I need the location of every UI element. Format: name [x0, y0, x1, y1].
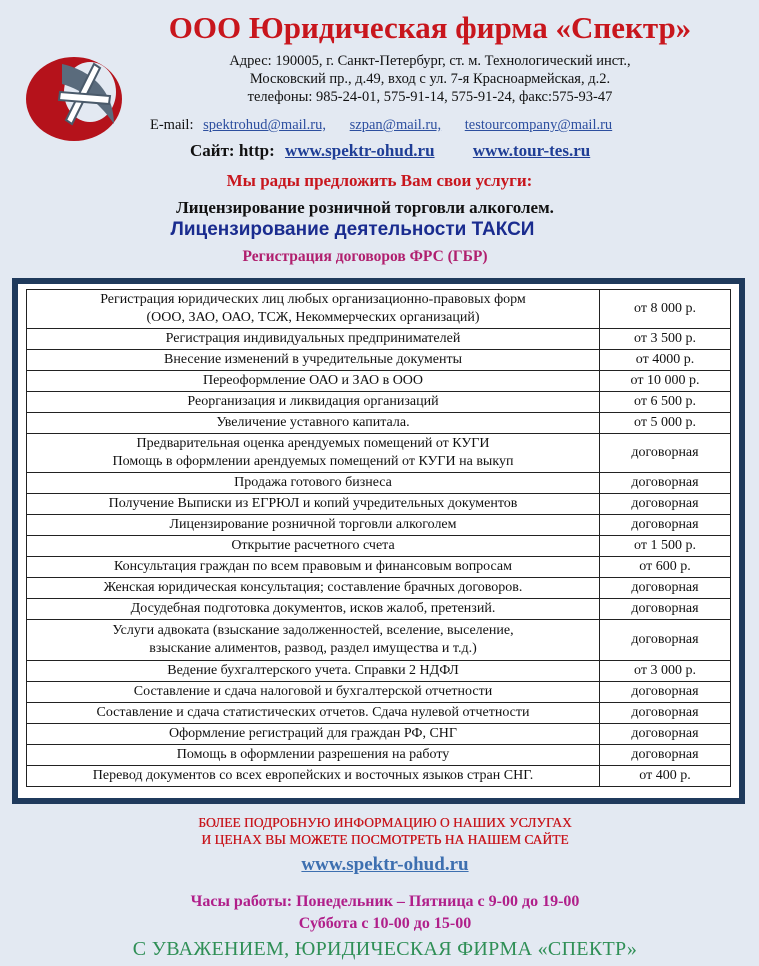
service-price: договорная [600, 745, 731, 766]
site-line [190, 141, 710, 161]
table-row [27, 494, 731, 515]
address-line: Московский пр., д.49, вход с ул. 7-я Красноармейская, д.2. [249, 71, 611, 87]
table-row [27, 473, 731, 494]
service-name: Регистрация юридических лиц любых организационно-правовых форм (ООО, ЗАО, ОАО, ТСЖ, Некоммерческих организаций) [27, 290, 600, 329]
footer-site-link[interactable]: www.spektr-ohud.ru [301, 854, 469, 875]
service-name: Внесение изменений в учредительные документы [27, 350, 600, 371]
service-price: от 3 000 р. [600, 661, 731, 682]
table-row [27, 371, 731, 392]
table-row [27, 766, 731, 787]
address-line: Адрес: 190005, г. Санкт-Петербург, ст. м. Технологический инст., [229, 53, 631, 69]
phones-line: телефоны: 985-24-01, 575-91-14, 575-91-24, факс:575-93-47 [247, 89, 613, 105]
email-label: E-mail: [150, 117, 194, 133]
offer-alcohol: Лицензирование розничной торговли алкоголем. [176, 198, 554, 217]
service-name: Лицензирование розничной торговли алкоголем [27, 515, 600, 536]
table-row [27, 661, 731, 682]
service-name: Увеличение уставного капитала. [27, 413, 600, 434]
service-name: Помощь в оформлении разрешения на работу [27, 745, 600, 766]
table-row [27, 392, 731, 413]
service-name: Досудебная подготовка документов, исков жалоб, претензий. [27, 599, 600, 620]
table-row [27, 536, 731, 557]
table-row [27, 413, 731, 434]
service-name: Составление и сдача налоговой и бухгалтерской отчетности [27, 682, 600, 703]
email-link-spektrohud[interactable]: spektrohud@mail.ru, [203, 117, 327, 133]
service-name: Предварительная оценка арендуемых помещений от КУГИ Помощь в оформлении арендуемых помещений от КУГИ на выкуп [27, 434, 600, 473]
email-link-szpan[interactable]: szpan@mail.ru, [349, 117, 442, 133]
service-name: Услуги адвоката (взыскание задолженностей, вселение, выселение, взыскание алиментов, развод, раздел имущества и т.д.) [27, 620, 600, 661]
service-name: Регистрация индивидуальных предпринимателей [27, 329, 600, 350]
working-hours [0, 891, 759, 935]
service-price: договорная [600, 434, 731, 473]
site-link-spektr[interactable]: www.spektr-ohud.ru [284, 141, 435, 160]
service-price: от 6 500 р. [600, 392, 731, 413]
services-frame [12, 278, 745, 804]
service-name: Получение Выписки из ЕГРЮЛ и копий учредительных документов [27, 494, 600, 515]
more-info-line: БОЛЕЕ ПОДРОБНУЮ ИНФОРМАЦИЮ О НАШИХ УСЛУГАХ [198, 815, 572, 830]
service-name: Женская юридическая консультация; составление брачных договоров. [27, 578, 600, 599]
service-name: Консультация граждан по всем правовым и финансовым вопросам [27, 557, 600, 578]
service-price: договорная [600, 703, 731, 724]
table-row [27, 682, 731, 703]
service-price: договорная [600, 578, 731, 599]
email-line [150, 116, 710, 134]
table-row [27, 745, 731, 766]
service-price: договорная [600, 724, 731, 745]
service-price: договорная [600, 682, 731, 703]
regards: С УВАЖЕНИЕМ, ЮРИДИЧЕСКАЯ ФИРМА «СПЕКТР» [132, 938, 638, 960]
service-price: от 8 000 р. [600, 290, 731, 329]
table-row [27, 599, 731, 620]
table-row [27, 578, 731, 599]
service-price: от 400 р. [600, 766, 731, 787]
more-info-line: И ЦЕНАХ ВЫ МОЖЕТЕ ПОСМОТРЕТЬ НА НАШЕМ САЙТЕ [201, 832, 569, 847]
service-name: Перевод документов со всех европейских и восточных языков стран СНГ. [27, 766, 600, 787]
service-price: от 10 000 р. [600, 371, 731, 392]
email-link-testourcompany[interactable]: testourcompany@mail.ru [464, 117, 613, 133]
table-row [27, 724, 731, 745]
service-price: от 4000 р. [600, 350, 731, 371]
service-price: от 3 500 р. [600, 329, 731, 350]
service-name: Реорганизация и ликвидация организаций [27, 392, 600, 413]
company-title: ООО Юридическая фирма «Спектр» [168, 10, 692, 45]
table-row [27, 290, 731, 329]
table-row [27, 620, 731, 661]
offer-frs: Регистрация договоров ФРС (ГБР) [242, 248, 488, 265]
service-name: Переоформление ОАО и ЗАО в ООО [27, 371, 600, 392]
service-name: Оформление регистраций для граждан РФ, СНГ [27, 724, 600, 745]
more-info [0, 814, 759, 848]
service-name: Ведение бухгалтерского учета. Справки 2 НДФЛ [27, 661, 600, 682]
services-panel [18, 284, 739, 798]
service-price: от 1 500 р. [600, 536, 731, 557]
service-price: от 5 000 р. [600, 413, 731, 434]
services-table [26, 289, 731, 787]
offer-intro: Мы рады предложить Вам свои услуги: [226, 171, 533, 190]
service-price: договорная [600, 473, 731, 494]
service-name: Открытие расчетного счета [27, 536, 600, 557]
service-price: договорная [600, 515, 731, 536]
table-row [27, 703, 731, 724]
service-price: договорная [600, 620, 731, 661]
address-block [170, 52, 690, 106]
site-link-tour[interactable]: www.tour-tes.ru [472, 141, 591, 160]
service-name: Составление и сдача статистических отчетов. Сдача нулевой отчетности [27, 703, 600, 724]
offer-taxi: Лицензирование деятельности ТАКСИ [170, 219, 535, 240]
service-price: от 600 р. [600, 557, 731, 578]
service-price: договорная [600, 599, 731, 620]
table-row [27, 515, 731, 536]
site-label: Сайт: http: [190, 141, 275, 160]
table-row [27, 329, 731, 350]
hours-weekdays: Часы работы: Понедельник – Пятница с 9-00 до 19-00 [190, 893, 580, 910]
spektr-logo-icon [22, 44, 132, 144]
table-row [27, 557, 731, 578]
hours-saturday: Суббота с 10-00 до 15-00 [298, 915, 472, 932]
table-row [27, 350, 731, 371]
service-price: договорная [600, 494, 731, 515]
service-name: Продажа готового бизнеса [27, 473, 600, 494]
table-row [27, 434, 731, 473]
